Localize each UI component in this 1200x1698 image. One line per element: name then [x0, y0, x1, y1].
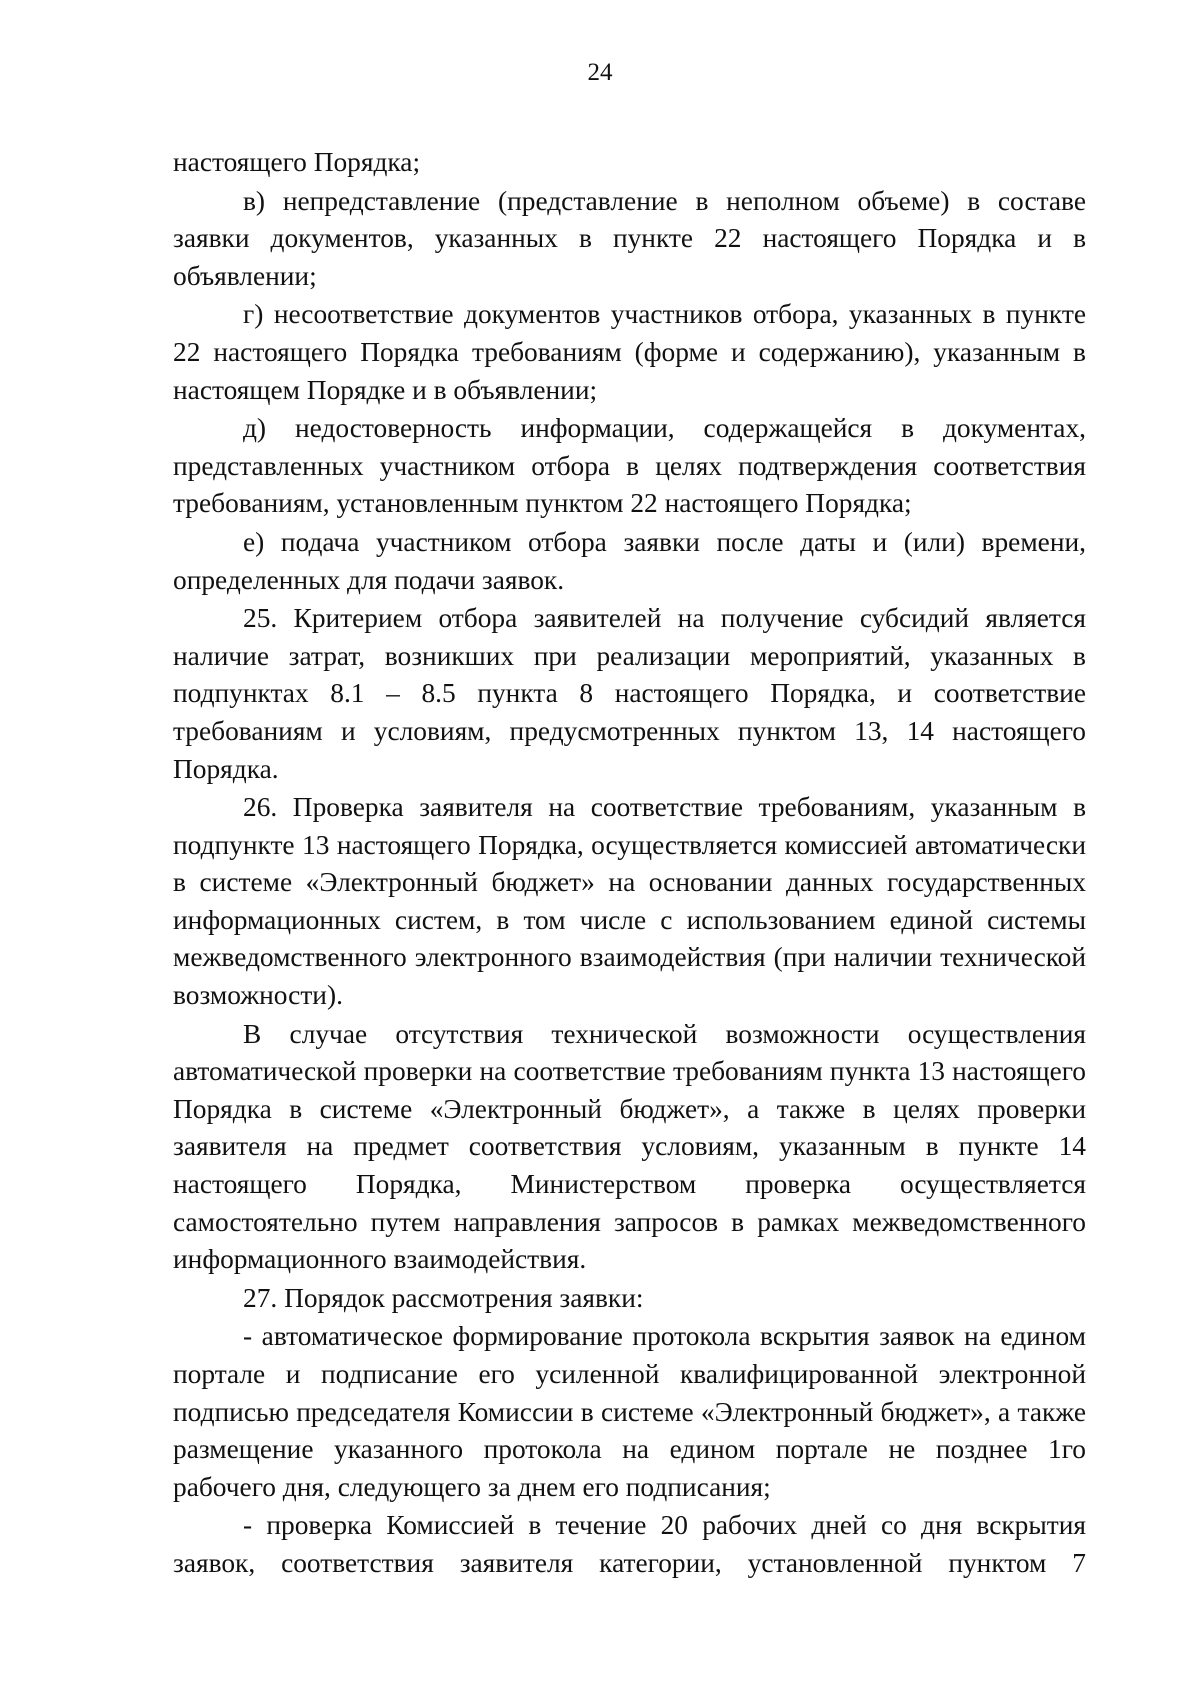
paragraph-item-g: г) несоответствие документов участников отбора, указанных в пункте 22 настоящего Порядка требованиям (форме и содержанию), указанным в настоящем Порядке и в объявлении; — [173, 299, 1086, 405]
paragraph-26: 26. Проверка заявителя на соответствие требованиям, указанным в подпункте 13 настоящего Порядка, осуществляется комиссией автоматически в системе «Электронный бюджет» на основании данных государственных информационных систем, в том числе с использованием единой системы межведомственного электронного взаимодействия (при наличии технической возможности). — [173, 792, 1086, 1011]
paragraph-item-d: д) недостоверность информации, содержащейся в документах, представленных участником отбора в целях подтверждения соответствия требованиям, установленным пунктом 22 настоящего Порядка; — [173, 413, 1086, 519]
paragraph-25: 25. Критерием отбора заявителей на получение субсидий является наличие затрат, возникших при реализации мероприятий, указанных в подпунктах 8.1 – 8.5 пункта 8 настоящего Порядка, и соответствие требованиям и условиям, предусмотренных пунктом 13, 14 настоящего Порядка. — [173, 603, 1086, 784]
paragraph-item-e: е) подача участником отбора заявки после даты и (или) времени, определенных для подачи заявок. — [173, 526, 1086, 595]
paragraph-item-v: в) непредставление (представление в неполном объеме) в составе заявки документов, указанных в пункте 22 настоящего Порядка и в объявлении; — [173, 185, 1086, 291]
paragraph-27: 27. Порядок рассмотрения заявки: — [243, 1282, 644, 1313]
paragraph-27-bullet-1: - автоматическое формирование протокола вскрытия заявок на едином портале и подписание его усиленной квалифицированной электронной подписью председателя Комиссии в системе «Электронный бюджет», а также размещение указанного протокола на едином портале не позднее 1го рабочего дня, следующего за днем его подписания; — [173, 1321, 1086, 1502]
page-number: 24 — [587, 59, 613, 86]
paragraph-27-bullet-2: - проверка Комиссией в течение 20 рабочих дней со дня вскрытия заявок, соответствия заявителя категории, установленной пунктом 7 — [173, 1510, 1086, 1578]
paragraph-continuation: настоящего Порядка; — [173, 147, 421, 177]
document-body — [173, 144, 1086, 1584]
paragraph-26-continuation: В случае отсутствия технической возможности осуществления автоматической проверки на соответствие требованиям пункта 13 настоящего Порядка в системе «Электронный бюджет», а также в целях проверки заявителя на предмет соответствия условиям, указанным в пункте 14 настоящего Порядка, Министерством проверка осуществляется самостоятельно путем направления запросов в рамках межведомственного информационного взаимодействия. — [173, 1018, 1086, 1275]
